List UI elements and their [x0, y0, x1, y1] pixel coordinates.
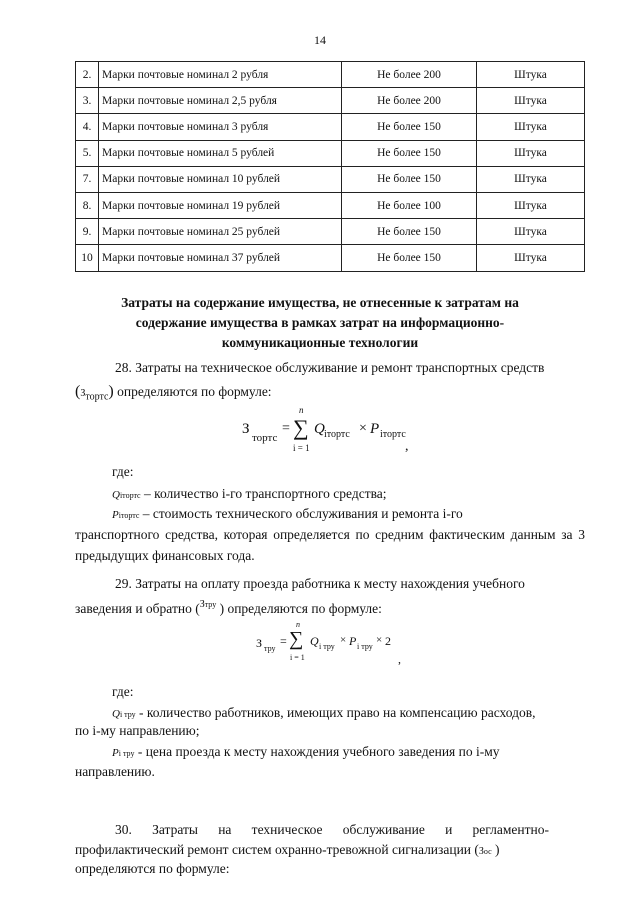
s28-p-desc-1: – стоимость технического обслуживания и ремонта i-го	[142, 506, 463, 521]
row-number: 2.	[76, 62, 99, 88]
s29-p-sym: P	[112, 747, 119, 759]
s29-f-sum-bottom: i = 1	[290, 653, 305, 662]
row-name: Марки почтовые номинал 37 рублей	[99, 245, 342, 271]
row-number: 8.	[76, 192, 99, 218]
s29-intro-1: 29. Затраты на оплату проезда работника к месту нахождения учебного	[115, 576, 525, 591]
s29-f-p-sub: i тру	[357, 642, 373, 651]
page-number: 14	[314, 33, 326, 47]
section-heading: Затраты на содержание имущества, не отнесенные к затратам на содержание имущества в рамках затрат на информационно-коммуникационные технологии	[121, 295, 519, 350]
row-number: 5.	[76, 140, 99, 166]
s28-f-times: ×	[359, 421, 367, 436]
row-number: 3.	[76, 88, 99, 114]
row-number: 10	[76, 245, 99, 271]
s30-text-2b: )	[495, 842, 500, 857]
s29-q-sym: Q	[112, 708, 120, 720]
s29-p-desc-1: - цена проезда к месту нахождения учебного заведения по i-му	[137, 744, 500, 759]
s28-f-sum-top: n	[299, 405, 304, 415]
row-limit: Не более 150	[342, 140, 477, 166]
s28-f-lhs-sub: тортс	[252, 432, 278, 444]
s28-f-q: Q	[314, 421, 325, 437]
s28-f-sum: ∑	[293, 415, 309, 440]
s28-q-sub: iтортс	[119, 491, 141, 500]
table-row	[76, 88, 585, 114]
s29-f-comma: ,	[398, 652, 401, 666]
s28-where: где:	[112, 464, 134, 479]
row-name: Марки почтовые номинал 10 рублей	[99, 166, 342, 192]
s30-text-1: 30. Затраты на техническое обслуживание и регламентно-	[115, 822, 550, 837]
s29-f-eq: =	[280, 634, 287, 648]
table-row	[76, 140, 585, 166]
s28-f-comma: ,	[405, 439, 409, 454]
s29-sym-z: З	[199, 599, 205, 610]
row-limit: Не более 200	[342, 88, 477, 114]
s28-p-line	[112, 503, 585, 526]
row-unit: Штука	[477, 219, 585, 245]
s30-text-2: профилактический ремонт систем охранно-тревожной сигнализации (	[75, 842, 479, 857]
row-unit: Штука	[477, 88, 585, 114]
row-limit: Не более 200	[342, 62, 477, 88]
row-unit: Штука	[477, 140, 585, 166]
s28-intro: 28. Затраты на техническое обслуживание и ремонт транспортных средств	[115, 360, 545, 375]
row-name: Марки почтовые номинал 3 рубля	[99, 114, 342, 140]
row-limit: Не более 150	[342, 114, 477, 140]
s29-f-times: ×	[340, 634, 347, 646]
row-limit: Не более 150	[342, 219, 477, 245]
row-name: Марки почтовые номинал 25 рублей	[99, 219, 342, 245]
row-unit: Штука	[477, 62, 585, 88]
s28-after-sym: определяются по формуле:	[117, 384, 272, 399]
postage-stamps-table	[75, 61, 585, 272]
s29-q-desc-2: по i-му направлению;	[75, 723, 200, 738]
s28-f-p-sub: iтортс	[380, 429, 406, 440]
s29-p-sub: i тру	[118, 749, 135, 758]
row-unit: Штука	[477, 192, 585, 218]
row-limit: Не более 150	[342, 166, 477, 192]
s28-q-desc: – количество i-го транспортного средства;	[143, 486, 387, 501]
s28-f-eq: =	[282, 421, 290, 436]
row-name: Марки почтовые номинал 5 рублей	[99, 140, 342, 166]
row-limit: Не более 100	[342, 192, 477, 218]
s29-formula	[256, 620, 456, 680]
s29-f-p: P	[349, 634, 357, 648]
s28-q-sym: Q	[112, 489, 120, 501]
s29-sym-sub: тру	[204, 600, 217, 609]
row-name: Марки почтовые номинал 2,5 рубля	[99, 88, 342, 114]
s29-intro-2b: ) определяются по формуле:	[219, 601, 382, 616]
s29-q-desc-1: - количество работников, имеющих право на компенсацию расходов,	[139, 705, 536, 720]
s28-p-desc-2: транспортного средства, которая определяется по средним фактическим данным за 3 предыдущих финансовых года.	[75, 527, 585, 563]
s29-f-sum-top: n	[296, 620, 300, 629]
table-row	[76, 114, 585, 140]
row-unit: Штука	[477, 245, 585, 271]
table-row	[76, 219, 585, 245]
s28-p-sub: iтортс	[118, 511, 140, 520]
s28-sym-z: З	[80, 388, 86, 399]
row-name: Марки почтовые номинал 2 рубля	[99, 62, 342, 88]
s30-sym-z: З	[478, 846, 484, 857]
s28-f-q-sub: iтортс	[324, 429, 350, 440]
table-row	[76, 245, 585, 271]
s29-q-sub: i тру	[119, 710, 136, 719]
row-number: 7.	[76, 166, 99, 192]
s29-f-q: Q	[310, 634, 319, 648]
s29-intro-2a: заведения и обратно (	[75, 601, 200, 616]
row-unit: Штука	[477, 166, 585, 192]
s29-f-lhs: З	[256, 636, 263, 650]
s28-f-lhs: З	[242, 421, 250, 437]
table-row	[76, 192, 585, 218]
s30-text-3: определяются по формуле:	[75, 861, 230, 876]
s30-sym-sub: ос	[483, 847, 492, 856]
row-limit: Не более 150	[342, 245, 477, 271]
s29-f-times2: ×	[376, 634, 383, 646]
s29-where: где:	[112, 684, 134, 699]
s28-symbol-line: $(З_{тортс})$ определяются по формуле:	[75, 383, 272, 403]
table-row	[76, 166, 585, 192]
s29-f-two: 2	[385, 634, 391, 648]
s29-f-q-sub: i тру	[319, 642, 335, 651]
s28-f-sum-bottom: i = 1	[293, 443, 310, 453]
row-name: Марки почтовые номинал 19 рублей	[99, 192, 342, 218]
s28-sym-sub: тортс	[85, 391, 109, 403]
s28-formula	[242, 405, 472, 465]
row-unit: Штука	[477, 114, 585, 140]
s28-p-sym: P	[112, 509, 119, 521]
table-row	[76, 62, 585, 88]
row-number: 9.	[76, 219, 99, 245]
s29-intro-2	[75, 594, 585, 619]
s29-f-lhs-sub: тру	[264, 644, 276, 653]
s29-f-sum: ∑	[289, 628, 304, 650]
s29-p-desc-2: направлению.	[75, 764, 155, 779]
s28-f-p: P	[370, 421, 380, 437]
row-number: 4.	[76, 114, 99, 140]
